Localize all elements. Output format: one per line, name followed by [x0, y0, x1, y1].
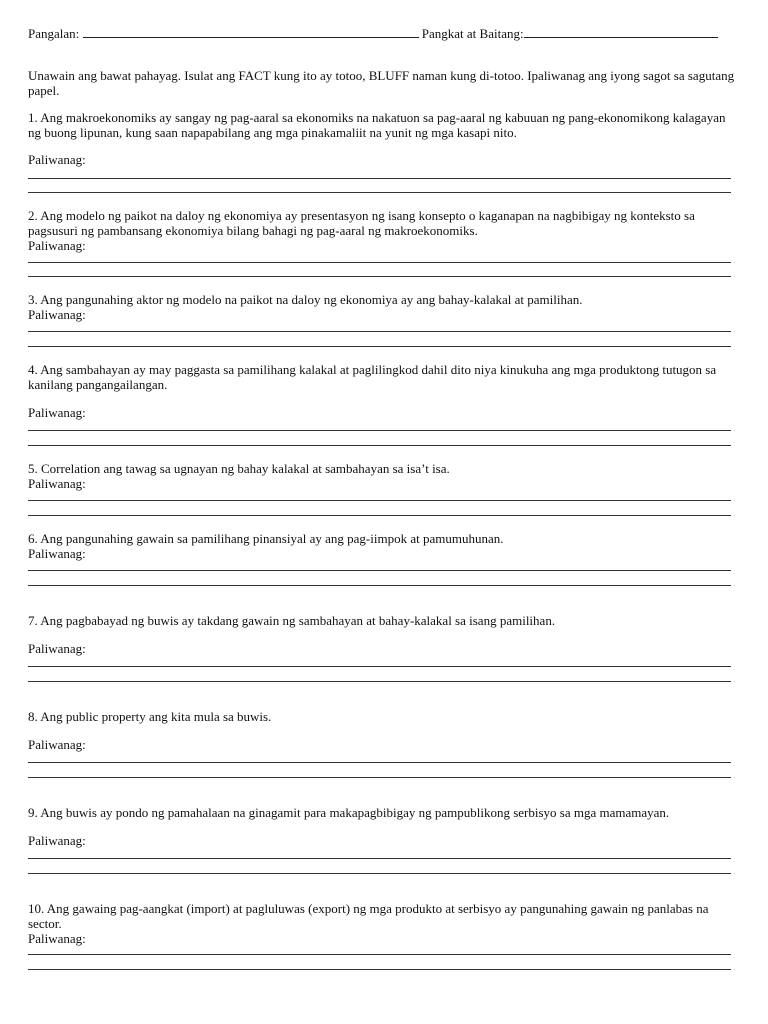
question-text: 1. Ang makroekonomiks ay sangay ng pag-aaral sa ekonomiks na nakatuon sa pag-aaral ng kabuuan ng pang-ekonomikong kalagayan ng buong lipunan, kung saan napapabilang ang mga pinakamaliit na yunit ng mga kasapi nito. — [28, 110, 726, 140]
answer-line[interactable] — [28, 331, 731, 332]
question-9 — [28, 805, 740, 820]
answer-line[interactable] — [28, 954, 731, 955]
answer-line[interactable] — [28, 346, 731, 347]
explanation-label: Paliwanag: — [28, 307, 86, 322]
answer-line[interactable] — [28, 192, 731, 193]
question-text: 2. Ang modelo ng paikot na daloy ng ekonomiya ay presentasyon ng isang konsepto o kaganapan na nagbibigay ng konteksto sa pagsusuri ng pambansang ekonomiya bilang bahagi ng pag-aaral ng makroekonomiks. — [28, 208, 695, 238]
explanation-label: Paliwanag: — [28, 238, 86, 253]
explanation-label: Paliwanag: — [28, 476, 86, 491]
answer-line[interactable] — [28, 262, 731, 263]
answer-line[interactable] — [28, 873, 731, 874]
explanation-label: Paliwanag: — [28, 641, 86, 656]
answer-line[interactable] — [28, 515, 731, 516]
instructions: Unawain ang bawat pahayag. Isulat ang FACT kung ito ay totoo, BLUFF naman kung di-totoo. Ipaliwanag ang iyong sagot sa sagutang papel. — [28, 68, 735, 98]
answer-line[interactable] — [28, 570, 731, 571]
question-10 — [28, 901, 740, 946]
question-text: 9. Ang buwis ay pondo ng pamahalaan na ginagamit para makapagbibigay ng pampublikong serbisyo sa mga mamamayan. — [28, 805, 670, 820]
answer-line[interactable] — [28, 178, 731, 179]
question-8 — [28, 709, 740, 724]
answer-line[interactable] — [28, 276, 731, 277]
answer-line[interactable] — [28, 430, 731, 431]
answer-line[interactable] — [28, 777, 731, 778]
answer-line[interactable] — [28, 500, 731, 501]
answer-line[interactable] — [28, 666, 731, 667]
question-4 — [28, 362, 740, 392]
answer-line[interactable] — [28, 445, 731, 446]
explanation-label: Paliwanag: — [28, 931, 86, 946]
question-1 — [28, 110, 740, 140]
explanation-label: Paliwanag: — [28, 405, 86, 420]
explanation-label: Paliwanag: — [28, 152, 86, 167]
name-label: Pangalan: — [28, 26, 80, 41]
answer-line[interactable] — [28, 585, 731, 586]
question-text: 3. Ang pangunahing aktor ng modelo na paikot na daloy ng ekonomiya ay ang bahay-kalakal at pamilihan. — [28, 292, 583, 307]
name-field[interactable] — [83, 26, 419, 38]
question-3 — [28, 292, 740, 322]
answer-line[interactable] — [28, 762, 731, 763]
question-5 — [28, 461, 740, 491]
explanation-label: Paliwanag: — [28, 546, 86, 561]
section-field[interactable] — [524, 26, 718, 38]
explanation-label: Paliwanag: — [28, 833, 86, 848]
question-text: 8. Ang public property ang kita mula sa buwis. — [28, 709, 272, 724]
answer-line[interactable] — [28, 858, 731, 859]
question-text: 7. Ang pagbabayad ng buwis ay takdang gawain ng sambahayan at bahay-kalakal sa isang pamilihan. — [28, 613, 556, 628]
explanation-label: Paliwanag: — [28, 737, 86, 752]
question-2 — [28, 208, 740, 253]
question-7 — [28, 613, 740, 628]
question-text: 10. Ang gawaing pag-aangkat (import) at pagluluwas (export) ng mga produkto at serbisyo ay pangunahing gawain ng panlabas na sector. — [28, 901, 709, 931]
section-label: Pangkat at Baitang: — [421, 26, 524, 41]
question-text: 6. Ang pangunahing gawain sa pamilihang pinansiyal ay ang pag-iimpok at pamumuhunan. — [28, 531, 504, 546]
answer-line[interactable] — [28, 681, 731, 682]
question-text: 5. Correlation ang tawag sa ugnayan ng bahay kalakal at sambahayan sa isa’t isa. — [28, 461, 450, 476]
question-6 — [28, 531, 740, 561]
question-text: 4. Ang sambahayan ay may paggasta sa pamilihang kalakal at paglilingkod dahil dito niya kinukuha ang mga produktong tutugon sa kanilang pangangailangan. — [28, 362, 717, 392]
worksheet-header — [28, 26, 740, 41]
answer-line[interactable] — [28, 969, 731, 970]
